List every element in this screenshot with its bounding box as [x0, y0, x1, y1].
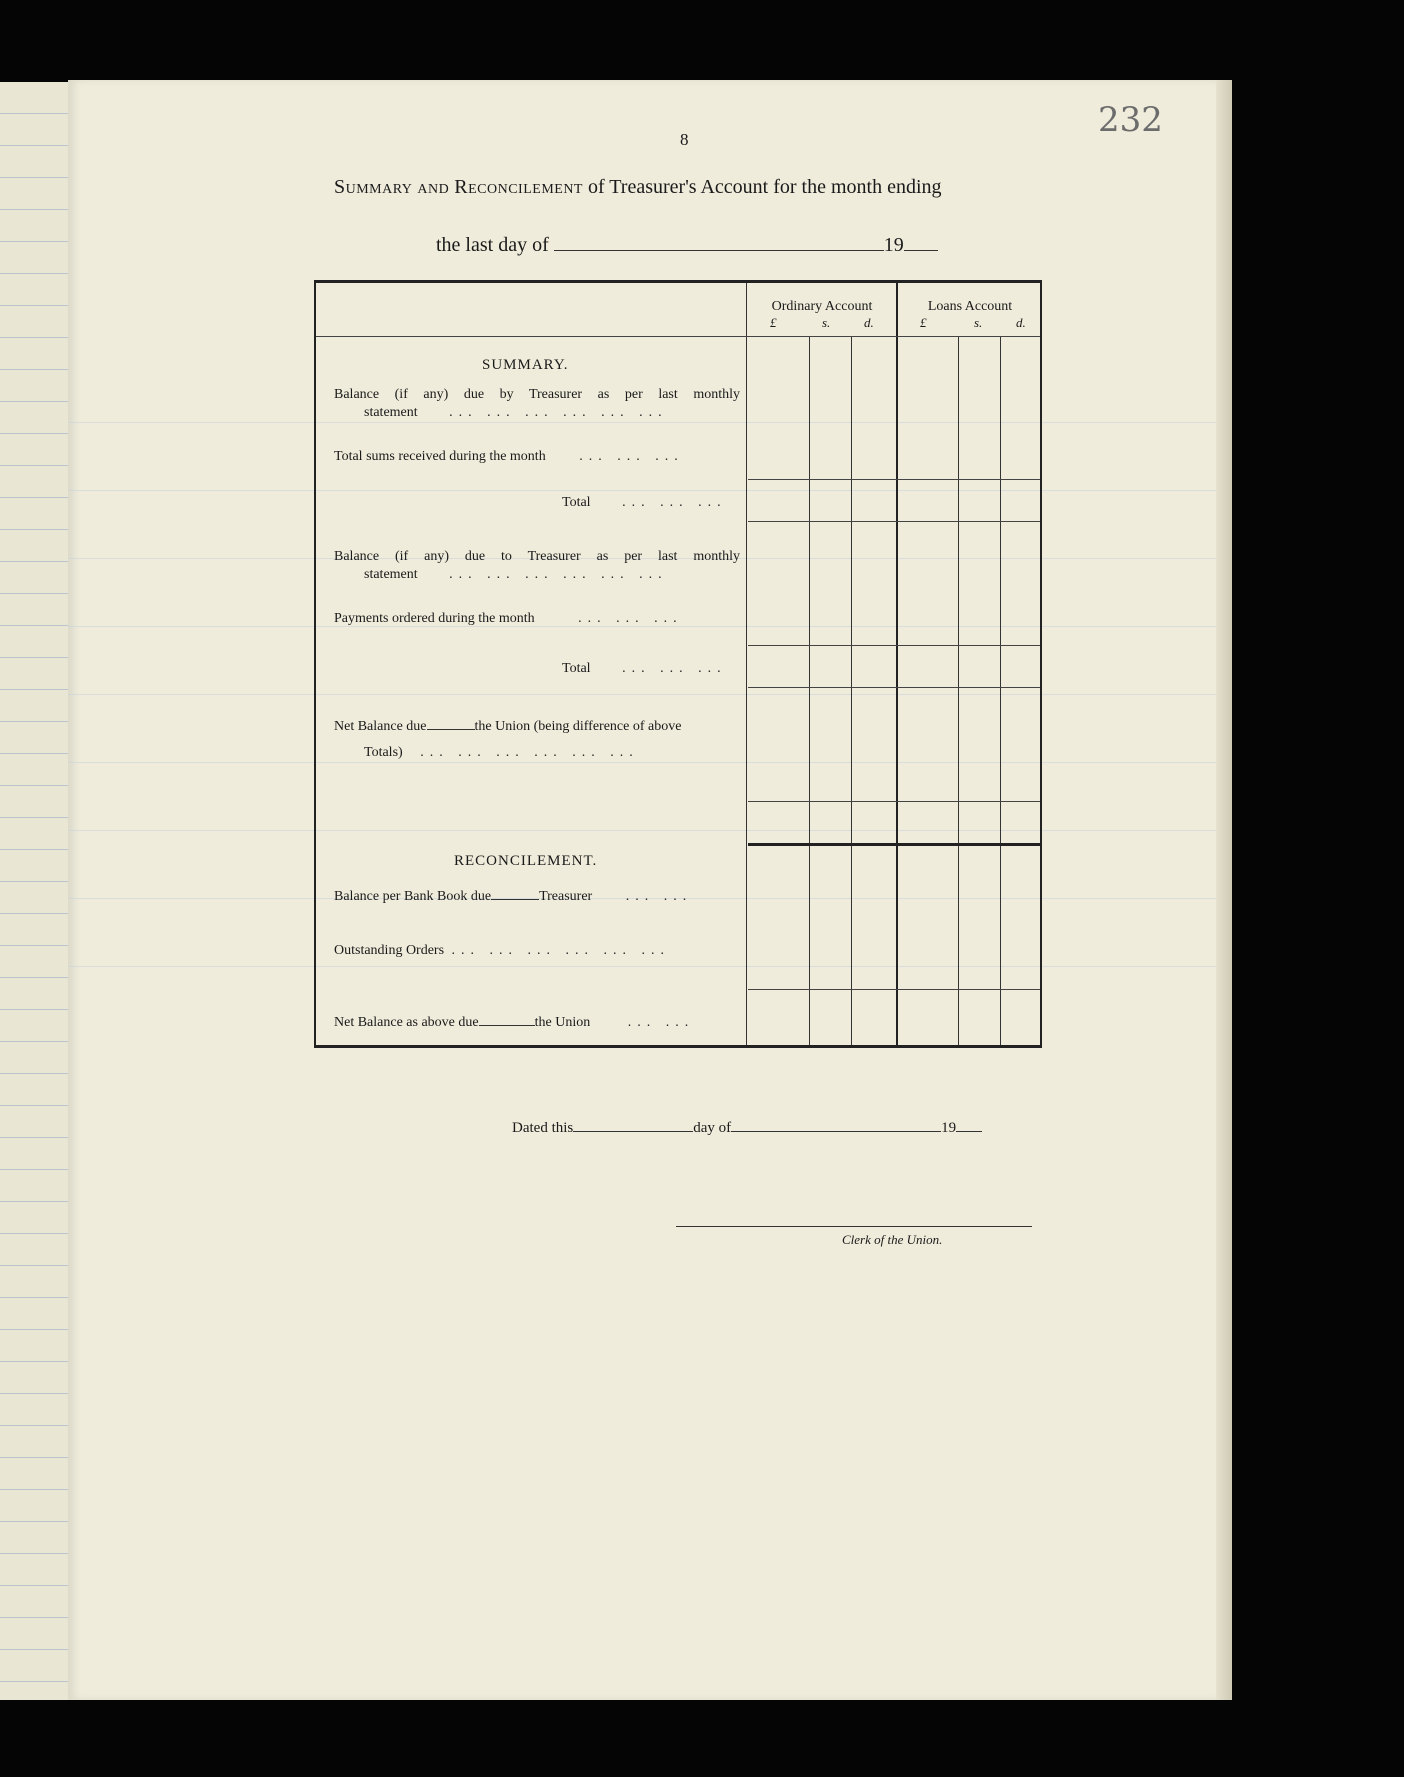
leader-dots: ... ... ... ... ... ... [420, 745, 639, 760]
month-blank[interactable] [554, 250, 884, 251]
row-label: Net Balance due [334, 719, 427, 734]
signature-line[interactable] [676, 1226, 1032, 1227]
row-label: the Union [534, 1015, 591, 1030]
leader-dots: ... ... ... [579, 449, 684, 464]
day-of-label: day of [693, 1120, 732, 1136]
ordinary-pound-divider [809, 337, 810, 1045]
due-blank[interactable] [427, 729, 475, 730]
row-outstanding-orders [334, 943, 670, 959]
total-rule [748, 687, 1040, 688]
title-word: Summary [334, 176, 413, 198]
loans-account-header: Loans Account [927, 299, 1013, 314]
ordinary-pence-unit: d. [864, 315, 874, 330]
leader-dots: ... ... ... [622, 495, 727, 510]
year-blank[interactable] [956, 1131, 982, 1132]
page-subtitle [436, 234, 938, 257]
subtotal-rule [748, 479, 1040, 480]
page-number: 8 [680, 130, 689, 149]
row-balance-to-line1: Balance (if any) due to Treasurer as per last monthly [334, 549, 740, 564]
folio-number: 232 [1098, 100, 1163, 140]
leader-dots: ... ... ... [622, 661, 727, 676]
leader-dots: ... ... ... [578, 611, 683, 626]
row-label: Total [562, 661, 591, 676]
label-column-divider [746, 283, 747, 1045]
row-label: Balance per Bank Book due [334, 889, 492, 904]
row-label: Treasurer [539, 889, 593, 904]
row-total-1 [562, 495, 727, 511]
reconcile-subtotal-rule [748, 989, 1040, 990]
row-payments [334, 611, 683, 627]
dated-line [512, 1120, 982, 1137]
total-rule [748, 521, 1040, 522]
section-heavy-rule [748, 843, 1040, 846]
row-balance-by-line2 [364, 405, 668, 421]
leader-dots: ... ... ... ... ... ... [449, 405, 668, 420]
dated-prefix: Dated this [512, 1120, 574, 1136]
net-balance-rule [748, 801, 1040, 802]
leader-dots: ... ... [627, 1015, 695, 1030]
leader-dots: ... ... ... ... ... ... [451, 943, 671, 958]
title-word: Reconcilement [454, 176, 583, 198]
page-title [334, 176, 942, 199]
loans-shilling-unit: s. [974, 315, 983, 330]
row-net-balance-line1 [334, 719, 681, 735]
subtitle-year: 19 [883, 234, 904, 256]
title-rest: of Treasurer's Account for the month ending [587, 176, 942, 198]
row-label: Net Balance as above due [334, 1015, 479, 1030]
row-net-balance-above [334, 1015, 694, 1031]
row-label: Outstanding Orders [334, 943, 445, 958]
header-rule [316, 336, 1040, 337]
title-word: and [417, 176, 450, 198]
reconcilement-heading: RECONCILEMENT. [454, 853, 598, 869]
month-blank[interactable] [731, 1131, 941, 1132]
subtotal-rule [748, 645, 1040, 646]
leader-dots: ... ... ... ... ... ... [449, 567, 668, 582]
row-label: Total sums received during the month [334, 449, 546, 464]
ledger-page [68, 80, 1216, 1700]
year-blank[interactable] [904, 250, 938, 251]
row-bank-book [334, 889, 692, 905]
row-label: Payments ordered during the month [334, 611, 535, 626]
ordinary-account-header: Ordinary Account [771, 299, 873, 314]
row-net-balance-line2 [364, 745, 639, 761]
row-label: Totals) [364, 745, 403, 760]
row-label: the Union (being difference of above [474, 719, 682, 734]
row-received [334, 449, 684, 465]
due-blank[interactable] [491, 899, 539, 900]
account-divider [896, 283, 898, 1045]
loans-shilling-divider [1000, 337, 1001, 1045]
dated-year: 19 [941, 1120, 957, 1136]
row-balance-to-line2 [364, 567, 668, 583]
row-label: statement [364, 567, 418, 582]
ordinary-shilling-unit: s. [822, 315, 831, 330]
ordinary-shilling-divider [851, 337, 852, 1045]
signature-caption: Clerk of the Union. [842, 1232, 943, 1247]
loans-pound-unit: £ [920, 315, 927, 330]
account-table [314, 280, 1042, 1048]
row-label: statement [364, 405, 418, 420]
leader-dots: ... ... [625, 889, 693, 904]
subtitle-prefix: the last day of [436, 234, 549, 256]
day-blank[interactable] [573, 1131, 693, 1132]
row-label: Total [562, 495, 591, 510]
ordinary-pound-unit: £ [770, 315, 777, 330]
row-total-2 [562, 661, 727, 677]
summary-heading: SUMMARY. [482, 357, 569, 373]
loans-pence-unit: d. [1016, 315, 1026, 330]
loans-pound-divider [958, 337, 959, 1045]
due-blank[interactable] [479, 1025, 535, 1026]
row-balance-by-line1: Balance (if any) due by Treasurer as per last monthly [334, 387, 740, 402]
